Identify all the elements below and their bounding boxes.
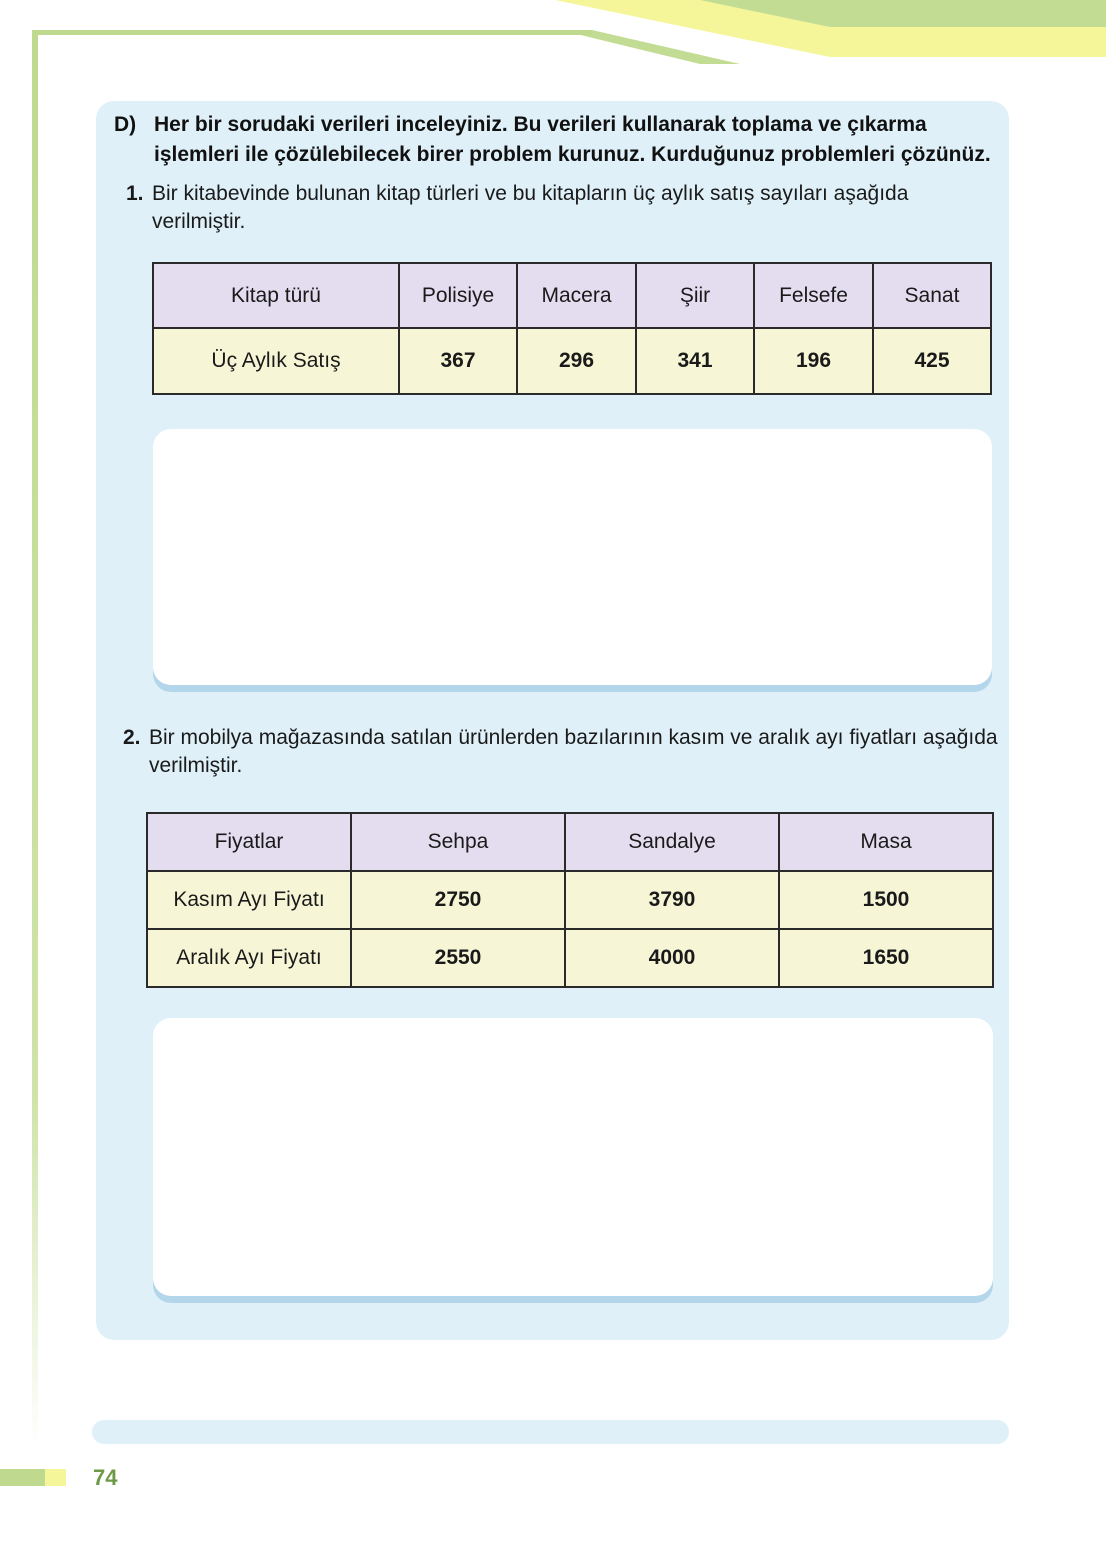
furniture-price-table	[146, 812, 994, 988]
table-header-cell: Sehpa	[351, 813, 565, 871]
table-header-row	[147, 813, 993, 871]
table-cell: 1650	[779, 929, 993, 987]
table-header-cell: Polisiye	[399, 263, 517, 328]
table-header-cell: Macera	[517, 263, 636, 328]
top-banner-decoration	[0, 0, 1106, 70]
table-cell: 1500	[779, 871, 993, 929]
table-cell: 2550	[351, 929, 565, 987]
table-header-cell: Felsefe	[754, 263, 873, 328]
table-cell: 341	[636, 328, 754, 394]
table-row	[153, 328, 991, 394]
question-2-number: 2.	[123, 726, 141, 749]
answer-box-2[interactable]	[153, 1018, 993, 1296]
question-1-text: Bir kitabevinde bulunan kitap türleri ve bu kitapların üç aylık satış sayıları aşağıda verilmiştir.	[152, 182, 909, 233]
table-header-row	[153, 263, 991, 328]
table-header-cell: Sanat	[873, 263, 991, 328]
table-cell: 3790	[565, 871, 779, 929]
question-2-text: Bir mobilya mağazasında satılan ürünlerden bazılarının kasım ve aralık ayı fiyatları aşağıda verilmiştir.	[149, 726, 998, 777]
question-2	[123, 724, 998, 780]
table-header-cell: Masa	[779, 813, 993, 871]
table-cell: 425	[873, 328, 991, 394]
table-header-cell: Şiir	[636, 263, 754, 328]
page-strip-yellow	[45, 1469, 66, 1486]
frame-left-border	[32, 30, 38, 1450]
table-cell: 296	[517, 328, 636, 394]
table-header-cell: Sandalye	[565, 813, 779, 871]
footer-bar	[92, 1420, 1009, 1444]
page-strip-green	[0, 1469, 45, 1486]
section-letter: D)	[114, 113, 137, 136]
section-instruction: Her bir sorudaki verileri inceleyiniz. Bu verileri kullanarak toplama ve çıkarma işlemleri ile çözülebilecek birer problem kurunuz. Kurduğunuz problemleri çözünüz.	[154, 113, 991, 166]
table-cell: 367	[399, 328, 517, 394]
table-header-cell: Kitap türü	[153, 263, 399, 328]
table-header-cell: Fiyatlar	[147, 813, 351, 871]
table-row-label: Kasım Ayı Fiyatı	[147, 871, 351, 929]
table-cell: 4000	[565, 929, 779, 987]
table-cell: 196	[754, 328, 873, 394]
question-1	[126, 180, 998, 236]
table-row	[147, 871, 993, 929]
table-cell: 2750	[351, 871, 565, 929]
question-1-number: 1.	[126, 182, 144, 205]
section-heading	[114, 110, 999, 170]
table-row-label: Aralık Ayı Fiyatı	[147, 929, 351, 987]
table-row-label: Üç Aylık Satış	[153, 328, 399, 394]
answer-box-1[interactable]	[153, 429, 992, 685]
table-row	[147, 929, 993, 987]
page-number: 74	[93, 1465, 118, 1490]
frame-top-border	[32, 30, 592, 35]
book-sales-table	[152, 262, 992, 395]
